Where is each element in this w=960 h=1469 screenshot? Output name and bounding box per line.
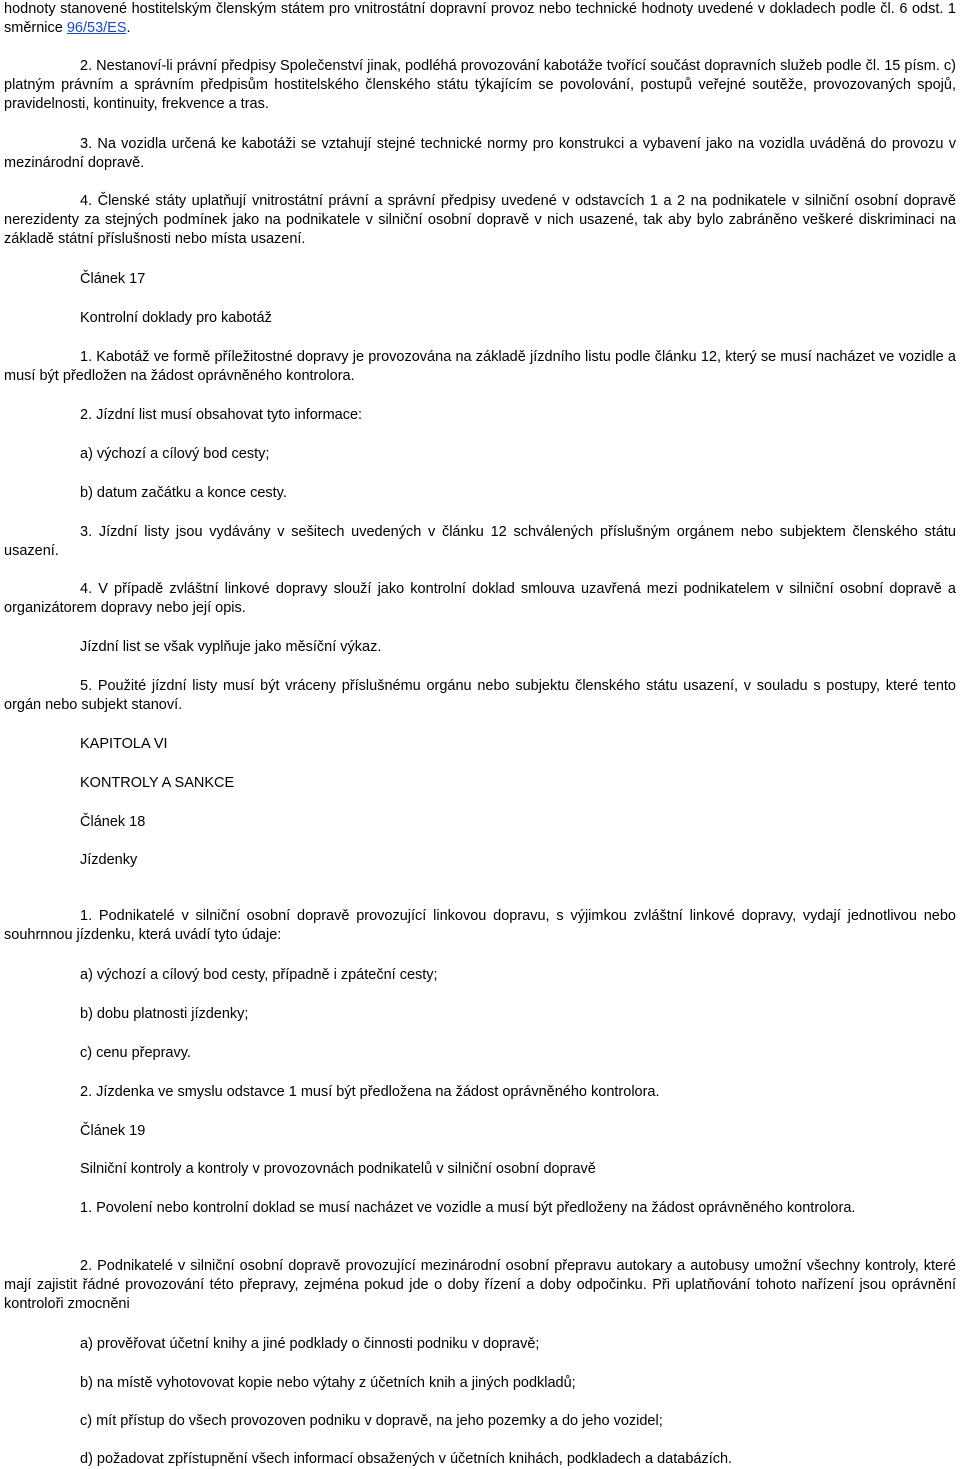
article-17-paragraph-1: 1. Kabotáž ve formě příležitostné dopravy je provozována na základě jízdního listu podle článku 12, který se musí nacházet ve vozidle a musí být předložen na žádost oprávněného kontrolora.: [4, 349, 956, 384]
article-17-paragraph-4: 4. V případě zvláštní linkové dopravy slouží jako kontrolní doklad smlouva uzavřená mezi podnikatelem v silniční osobní dopravě a organizátorem dopravy nebo její opis.: [4, 581, 956, 616]
article-18-paragraph-2: 2. Jízdenka ve smyslu odstavce 1 musí být předložena na žádost oprávněného kontrolora.: [80, 1084, 660, 1100]
paragraph-continuation-text: hodnoty stanovené hostitelským členským státem pro vnitrostátní dopravní provoz nebo technické hodnoty uvedené v dokladech podle čl. 6 odst. 1 směrnice: [4, 1, 956, 36]
article-17-heading: Článek 17: [80, 271, 146, 287]
paragraph-continuation: [4, 0, 956, 38]
article-19-paragraph-1: 1. Povolení nebo kontrolní doklad se musí nacházet ve vozidle a musí být předloženy na žádost oprávněného kontrolora.: [80, 1200, 856, 1216]
paragraph-4: 4. Členské státy uplatňují vnitrostátní právní a správní předpisy uvedené v odstavcích 1 a 2 na podnikatele v silniční osobní dopravě nerezidenty za stejných podmínek jako na podnikatele v silniční osobní dopravě v nich usazené, tak aby bylo zabráněno veškeré diskriminaci na základě státní příslušnosti nebo místa usazení.: [4, 193, 956, 247]
paragraph-2: 2. Nestanoví-li právní předpisy Společenství jinak, podléhá provozování kabotáže tvořící součást dopravních služeb podle čl. 15 písm. c) platným právním a správním předpisům hostitelského členského státu týkajícím se povolování, postupů veřejné soutěže, provozovaných spojů, pravidelnosti, kontinuity, frekvence a tras.: [4, 58, 956, 112]
article-17-item-a: a) výchozí a cílový bod cesty;: [80, 446, 270, 462]
article-17-paragraph-3: 3. Jízdní listy jsou vydávány v sešitech uvedených v článku 12 schválených příslušným orgánem nebo subjektem členského státu usazení.: [4, 524, 956, 559]
article-19-item-b: b) na místě vyhotovovat kopie nebo výtahy z účetních knih a jiných podkladů;: [80, 1375, 576, 1391]
article-19-title: Silniční kontroly a kontroly v provozovnách podnikatelů v silniční osobní dopravě: [80, 1161, 596, 1177]
article-17-paragraph-2: 2. Jízdní list musí obsahovat tyto informace:: [80, 407, 363, 423]
article-17-title: Kontrolní doklady pro kabotáž: [80, 310, 272, 326]
paragraph-continuation-end: .: [126, 20, 131, 36]
article-18-item-b: b) dobu platnosti jízdenky;: [80, 1006, 249, 1022]
chapter-heading: KAPITOLA VI: [80, 736, 168, 752]
article-19-item-a: a) prověřovat účetní knihy a jiné podklady o činnosti podniku v dopravě;: [80, 1336, 540, 1352]
paragraph-3: 3. Na vozidla určená ke kabotáži se vztahují stejné technické normy pro konstrukci a vybavení jako na vozidla uváděná do provozu v mezinárodní dopravě.: [4, 136, 956, 171]
article-18-title: Jízdenky: [80, 852, 138, 868]
directive-link[interactable]: 96/53/ES: [66, 20, 127, 36]
article-17-item-b: b) datum začátku a konce cesty.: [80, 485, 287, 501]
article-19-paragraph-2: 2. Podnikatelé v silniční osobní dopravě provozující mezinárodní osobní přepravu autokary a autobusy umožní všechny kontroly, které mají zajistit řádné provozování této přepravy, zejména pokud jde o doby řízení a doby odpočinku. Při uplatňování tohoto nařízení jsou oprávnění kontroloři zmocněni: [4, 1258, 956, 1312]
article-18-heading: Článek 18: [80, 814, 146, 830]
monthly-report-note: Jízdní list se však vyplňuje jako měsíční výkaz.: [80, 639, 382, 655]
article-19-heading: Článek 19: [80, 1123, 146, 1139]
chapter-title: KONTROLY A SANKCE: [80, 775, 235, 791]
article-17-paragraph-5: 5. Použité jízdní listy musí být vráceny příslušnému orgánu nebo subjektu členského státu usazení, v souladu s postupy, které tento orgán nebo subjekt stanoví.: [4, 678, 956, 713]
article-19-item-c: c) mít přístup do všech provozoven podniku v dopravě, na jeho pozemky a do jeho vozidel;: [80, 1413, 663, 1429]
article-18-paragraph-1: 1. Podnikatelé v silniční osobní dopravě provozující linkovou dopravu, s výjimkou zvláštní linkové dopravy, vydají jednotlivou nebo souhrnnou jízdenku, která uvádí tyto údaje:: [4, 908, 956, 943]
article-18-item-c: c) cenu přepravy.: [80, 1045, 191, 1061]
article-18-item-a: a) výchozí a cílový bod cesty, případně i zpáteční cesty;: [80, 967, 438, 983]
article-19-item-d: d) požadovat zpřístupnění všech informací obsažených v účetních knihách, podkladech a databázích.: [80, 1451, 733, 1467]
